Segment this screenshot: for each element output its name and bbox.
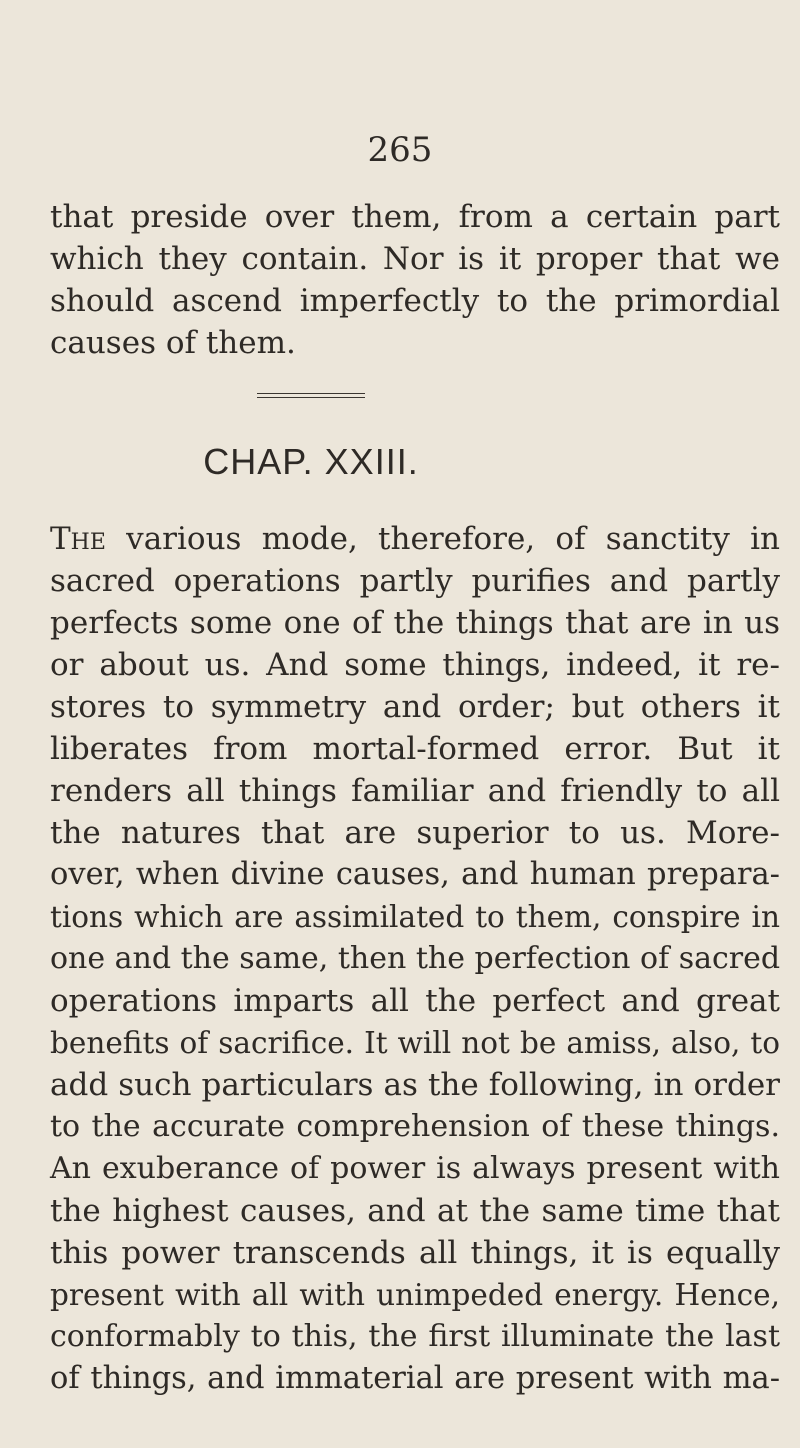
page-number: 265 [367, 130, 433, 170]
chapter-paragraph-line: stores to symmetry and order; but others it [50, 689, 780, 725]
top-paragraph-line: should ascend imperfectly to the primordial [50, 283, 780, 319]
chapter-paragraph-line: An exuberance of power is always present with [50, 1151, 780, 1186]
section-divider [257, 393, 365, 394]
chapter-paragraph-line: renders all things familiar and friendly to all [50, 773, 780, 809]
top-paragraph-line: which they contain. Nor is it proper that we [50, 241, 780, 277]
chapter-paragraph-line: conformably to this, the first illuminate the last [50, 1319, 780, 1354]
chapter-paragraph-line: tions which are assimilated to them, conspire in [50, 900, 780, 934]
top-paragraph-line: causes of them. [50, 325, 296, 361]
chapter-paragraph-line: perfects some one of the things that are in us [50, 605, 780, 641]
top-paragraph-line: that preside over them, from a certain part [50, 199, 780, 235]
chapter-paragraph-line: or about us. And some things, indeed, it re- [50, 647, 780, 683]
chapter-paragraph-line: over, when divine causes, and human prepara- [50, 857, 780, 892]
chapter-paragraph-line: of things, and immaterial are present with ma- [50, 1361, 780, 1396]
chapter-paragraph-line: one and the same, then the perfection of sacred [50, 941, 781, 976]
chapter-heading: CHAP. XXIII. [203, 441, 419, 482]
chapter-first-line-rest: various mode, therefore, of sanctity in [105, 521, 780, 557]
chapter-paragraph-line: present with all with unimpeded energy. Hence, [50, 1278, 780, 1312]
chapter-paragraph-line: the natures that are superior to us. More- [50, 815, 780, 851]
chapter-paragraph-line: to the accurate comprehension of these things. [50, 1109, 780, 1144]
chapter-first-word: The [50, 521, 106, 557]
chapter-paragraph-line: operations imparts all the perfect and great [50, 983, 780, 1019]
chapter-paragraph-line: the highest causes, and at the same time that [50, 1193, 780, 1229]
chapter-paragraph-line: benefits of sacrifice. It will not be amiss, also, to [50, 1026, 780, 1060]
chapter-paragraph-line: liberates from mortal-formed error. But it [50, 731, 780, 767]
chapter-paragraph-line: sacred operations partly purifies and partly [50, 563, 780, 599]
chapter-paragraph-line: this power transcends all things, it is equally [50, 1235, 780, 1271]
chapter-paragraph-line: add such particulars as the following, in order [50, 1067, 780, 1103]
chapter-first-line [50, 518, 780, 560]
